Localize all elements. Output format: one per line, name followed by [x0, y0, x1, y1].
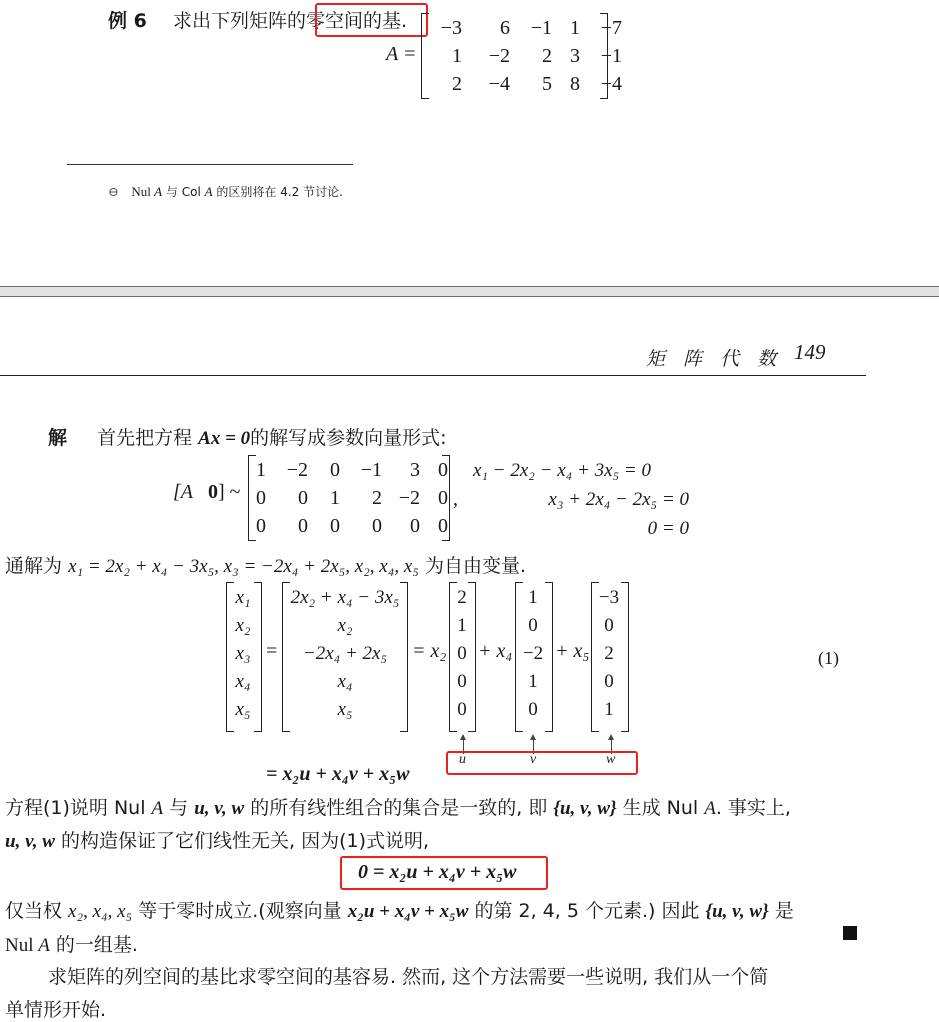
para-text: u, v, w — [5, 831, 55, 852]
matrix-cell: 2x₂ + x₄ − 3x₅ — [290, 587, 400, 608]
matrix-cell: −4 — [488, 73, 510, 95]
matrix-cell: 0 — [330, 515, 340, 537]
general-solution — [5, 553, 526, 580]
paragraph-span-line-2 — [5, 826, 429, 853]
matrix-cell: 1 — [452, 45, 462, 67]
v-vector — [519, 584, 547, 724]
matrix-cell: 5 — [542, 73, 552, 95]
para-text: 的一组基. — [49, 934, 138, 956]
matrix-cell: 0 — [604, 671, 614, 692]
coef-v: + x₄ — [478, 640, 513, 662]
para-text: {u, v, w} — [705, 901, 769, 922]
label-u: u — [459, 752, 466, 767]
solution-intro — [48, 425, 447, 452]
expr-vector-right-bracket — [400, 582, 408, 732]
x-vector — [232, 584, 254, 724]
example-text: 求出下列矩阵的 — [172, 10, 306, 32]
matrix-cell: 0 — [298, 515, 308, 537]
solution-text: 的解写成参数向量形式: — [250, 427, 447, 449]
v-vector-right-bracket — [545, 582, 553, 732]
footnote-text: A — [204, 184, 213, 199]
matrix-cell: −1 — [530, 17, 552, 39]
matrix-cell: 2 — [604, 643, 614, 664]
matrix-cell: 0 — [457, 699, 467, 720]
para-text: 生成 Nul — [616, 797, 705, 819]
matrix-cell: 2 — [372, 487, 382, 509]
matrix-a-name: A = — [386, 43, 417, 65]
matrix-cell: 2 — [542, 45, 552, 67]
matrix-cell: 0 — [457, 671, 467, 692]
general-solution-equation: x₁ = 2x₂ + x₄ − 3x₅, x₃ = −2x₄ + 2x₅, x₂, x₄, x₅ — [68, 556, 419, 577]
matrix-cell: 1 — [457, 615, 467, 636]
matrix-cell: −2 — [398, 487, 420, 509]
expr-vector — [286, 584, 404, 724]
matrix-cell: 6 — [500, 17, 510, 39]
coef-v-text: x₄ — [496, 640, 513, 662]
matrix-cell: 0 — [457, 643, 467, 664]
paragraph-independence-line-1 — [5, 896, 794, 923]
matrix-a-right-bracket — [600, 13, 608, 99]
matrix-cell: 0 — [298, 487, 308, 509]
equation-row: x₁ − 2x₂ − x₄ + 3x₅ = 0 — [473, 460, 651, 481]
equals-sign: = — [266, 640, 278, 662]
matrix-cell: 0 — [372, 515, 382, 537]
footnote-text: Nul — [131, 184, 155, 199]
label-w: w — [606, 752, 616, 767]
matrix-cell: 2 — [457, 587, 467, 608]
para-text: . 事实上, — [715, 797, 791, 819]
system-equations — [473, 456, 689, 543]
footnote-rule — [67, 164, 353, 165]
highlight-box-basis-labels — [446, 751, 638, 775]
matrix-cell: −3 — [598, 587, 620, 608]
matrix-cell: −4 — [600, 73, 622, 95]
highlight-box-null-space-basis — [315, 3, 428, 37]
u-vector-right-bracket — [468, 582, 476, 732]
combination-line: = x₂u + x₄v + x₅w — [266, 763, 410, 785]
matrix-cell: x₂ — [337, 615, 353, 636]
qed-square-icon — [843, 926, 857, 940]
matrix-cell: 1 — [330, 487, 340, 509]
header-rule — [0, 375, 866, 376]
comma: , — [453, 488, 458, 510]
para-text: A — [38, 935, 50, 956]
para-text: x₂, x₄, x₅ — [68, 901, 133, 922]
paragraph-independence-line-2 — [5, 930, 138, 957]
matrix-cell: 0 — [604, 615, 614, 636]
matrix-cell: x₂ — [235, 615, 251, 636]
footnote-text: 与 Col — [162, 185, 205, 199]
matrix-cell: x₁ — [235, 587, 251, 608]
page-number: 149 — [794, 340, 826, 364]
para-text: A — [704, 798, 716, 819]
para-text: 的第 2, 4, 5 个元素.) 因此 — [468, 900, 706, 922]
para-text: u, v, w — [194, 798, 245, 819]
para-text: 方程(1)说明 Nul — [5, 797, 152, 819]
matrix-cell: 1 — [528, 587, 538, 608]
matrix-cell: −1 — [360, 459, 382, 481]
matrix-cell: 0 — [438, 487, 448, 509]
matrix-cell: 0 — [528, 699, 538, 720]
matrix-cell: −7 — [600, 17, 622, 39]
para-text: A — [151, 798, 164, 819]
w-vector — [595, 584, 623, 724]
matrix-cell: 0 — [410, 515, 420, 537]
matrix-cell: 2 — [452, 73, 462, 95]
solution-label: 解 — [48, 427, 68, 449]
para-text: 的构造保证了它们线性无关, 因为(1)式说明, — [54, 830, 430, 852]
equation-row: x₃ + 2x₄ − 2x₅ = 0 — [548, 489, 689, 510]
matrix-cell: 0 — [438, 515, 448, 537]
matrix-cell: 0 — [256, 487, 266, 509]
label-v: v — [530, 752, 537, 767]
equation-number: (1) — [818, 648, 839, 668]
equation-ax-zero: Ax = 0 — [198, 428, 251, 449]
coef-u: = x₂ — [412, 640, 447, 662]
paragraph-span-line-1 — [5, 793, 791, 820]
para-text: 是 — [768, 900, 794, 922]
para-text: x₂u + x₄v + x₅w — [347, 901, 469, 922]
matrix-cell: 3 — [410, 459, 420, 481]
coef-w-text: x₅ — [573, 640, 590, 662]
matrix-cell: 1 — [570, 17, 580, 39]
equation-row: 0 = 0 — [647, 518, 689, 539]
coef-u-text: x₂ — [430, 640, 447, 662]
para-text: 与 — [163, 797, 195, 819]
para-text: 等于零时成立.(观察向量 — [132, 900, 348, 922]
para-text: {u, v, w} — [553, 798, 617, 819]
matrix-cell: x₅ — [337, 699, 353, 720]
matrix-cell: x₄ — [337, 671, 353, 692]
coef-w: + x₅ — [555, 640, 590, 662]
footnote — [108, 183, 343, 200]
augmented-matrix — [252, 456, 448, 540]
matrix-cell: 3 — [570, 45, 580, 67]
page-separator — [0, 286, 939, 297]
augmented-right-bracket — [442, 455, 450, 541]
matrix-cell: −2x₄ + 2x₅ — [302, 643, 388, 664]
example-text-highlight: 零空间的基. — [305, 10, 407, 32]
running-header-title: 矩 阵 代 数 — [646, 348, 783, 370]
para-text: Nul — [5, 935, 39, 956]
matrix-cell: −2 — [286, 459, 308, 481]
general-solution-text: 为自由变量. — [424, 555, 526, 577]
para-text: 仅当权 — [5, 900, 69, 922]
matrix-cell: x₅ — [235, 699, 251, 720]
matrix-a — [428, 14, 622, 98]
general-solution-text: 通解为 — [5, 555, 63, 577]
boxed-equation: 0 = x₂u + x₄v + x₅w — [358, 861, 517, 883]
matrix-cell: 1 — [256, 459, 266, 481]
paragraph-column-space-line-1: 求矩阵的列空间的基比求零空间的基容易. 然而, 这个方法需要一些说明, 我们从一个简 — [48, 966, 769, 988]
matrix-cell: −3 — [440, 17, 462, 39]
w-vector-right-bracket — [621, 582, 629, 732]
solution-text: 首先把方程 — [97, 427, 199, 449]
matrix-cell: 0 — [256, 515, 266, 537]
matrix-cell: 0 — [528, 615, 538, 636]
matrix-cell: x₄ — [235, 671, 251, 692]
matrix-cell: 1 — [604, 699, 614, 720]
paragraph-column-space-line-2: 单情形开始. — [5, 999, 107, 1021]
matrix-cell: −2 — [522, 643, 544, 664]
matrix-cell: −1 — [600, 45, 622, 67]
matrix-cell: 0 — [438, 459, 448, 481]
footnote-text: 的区别将在 4.2 节讨论. — [212, 185, 343, 199]
augmented-label: [A 0] ~ — [173, 481, 241, 503]
x-vector-right-bracket — [254, 582, 262, 732]
matrix-cell: 8 — [570, 73, 580, 95]
footnote-text: A — [154, 184, 163, 199]
matrix-cell: x₃ — [235, 643, 251, 664]
para-text: 的所有线性组合的集合是一致的, 即 — [244, 797, 554, 819]
example-label: 例 6 — [108, 10, 147, 32]
matrix-cell: −2 — [488, 45, 510, 67]
matrix-cell: 1 — [528, 671, 538, 692]
footnote-marker-icon: ⊖ — [108, 184, 119, 199]
matrix-cell: 0 — [330, 459, 340, 481]
